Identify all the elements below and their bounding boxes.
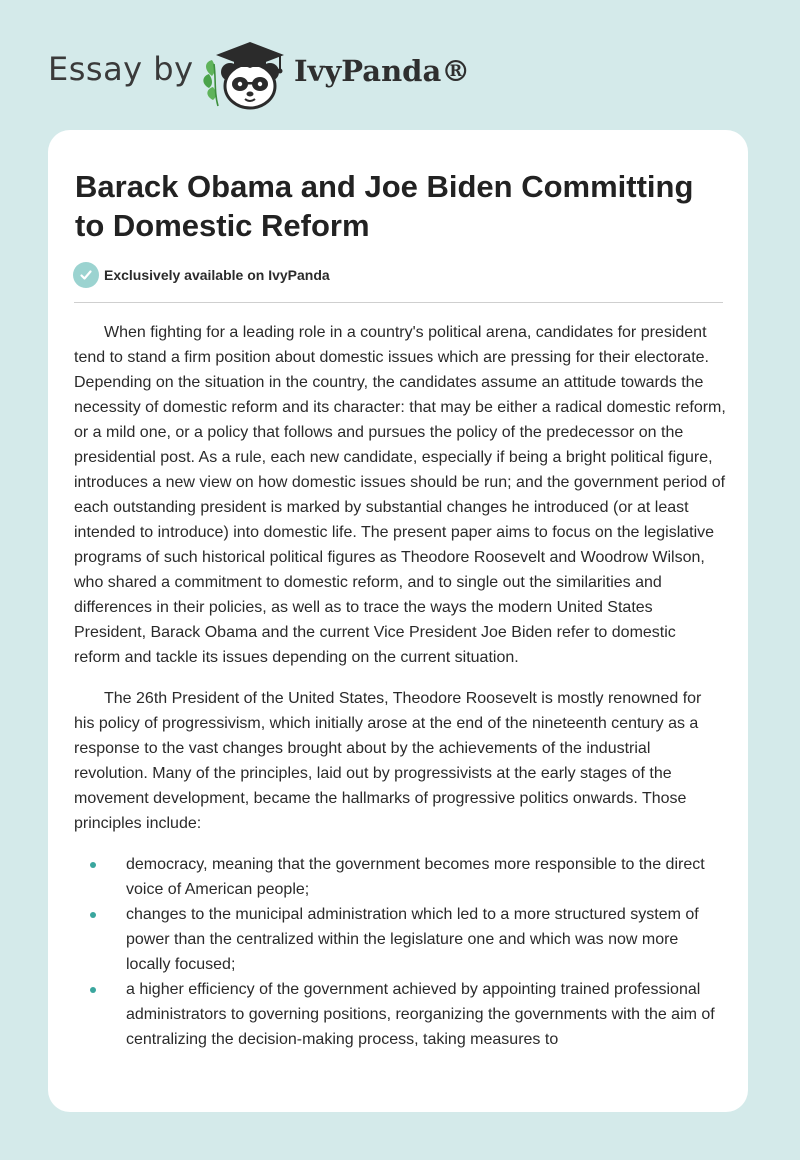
list-item-text: a higher efficiency of the government achieved by appointing trained professional administrators to governing positions, reorganizing the governments with the aim of centralizing the decision-making process, taking measures to xyxy=(126,981,715,1048)
list-item xyxy=(74,852,726,902)
list-item xyxy=(74,977,726,1052)
paragraph: The 26th President of the United States, Theodore Roosevelt is mostly renowned for his policy of progressivism, which initially arose at the end of the nineteenth century as a response to the vast changes brought about by the achievements of the industrial revolution. Many of the principles, laid out by progressivists at the early stages of the movement development, became the hallmarks of progressive politics onwards. Those principles include: xyxy=(74,690,702,832)
bullet-dot-icon xyxy=(90,987,96,993)
essay-title: Barack Obama and Joe Biden Committing to Domestic Reform xyxy=(75,169,694,243)
essay-card xyxy=(48,130,748,1112)
principles-list xyxy=(74,852,726,1052)
bullet-dot-icon xyxy=(90,862,96,868)
exclusive-badge-label: Exclusively available on IvyPanda xyxy=(104,267,330,283)
check-circle-icon xyxy=(73,262,99,288)
bullet-dot-icon xyxy=(90,912,96,918)
essay-by-label: Essay by xyxy=(48,50,194,88)
list-item-text: democracy, meaning that the government becomes more responsible to the direct voice of American people; xyxy=(126,856,705,898)
site-header xyxy=(0,0,800,130)
list-item xyxy=(74,902,726,977)
exclusive-badge xyxy=(73,261,330,289)
divider xyxy=(74,302,723,303)
list-item-text: changes to the municipal administration which led to a more structured system of power than the centralized within the legislature one and which was now more locally focused; xyxy=(126,906,699,973)
panda-graduate-logo-icon[interactable] xyxy=(200,36,290,112)
essay-body xyxy=(74,320,726,1052)
brand-name[interactable]: IvyPanda® xyxy=(294,54,471,88)
paragraph: When fighting for a leading role in a country's political arena, candidates for president tend to stand a firm position about domestic issues which are pressing for their electorate. Depending on the situation in the country, the candidates assume an attitude towards the necessity of domestic reform and its character: that may be either a radical domestic reform, or a mild one, or a policy that follows and pursues the policy of the predecessor on the presidential post. As a rule, each new candidate, especially if being a bright political figure, introduces a new view on how domestic issues should be run; and the government period of each outstanding president is marked by substantial changes he introduced (or at least intended to introduce) into domestic life. The present paper aims to focus on the legislative programs of such historical political figures as Theodore Roosevelt and Woodrow Wilson, who shared a commitment to domestic reform, and to single out the similarities and differences in their policies, as well as to trace the ways the modern United States President, Barack Obama and the current Vice President Joe Biden refer to domestic reform and tackle its issues depending on the current situation. xyxy=(74,324,726,666)
